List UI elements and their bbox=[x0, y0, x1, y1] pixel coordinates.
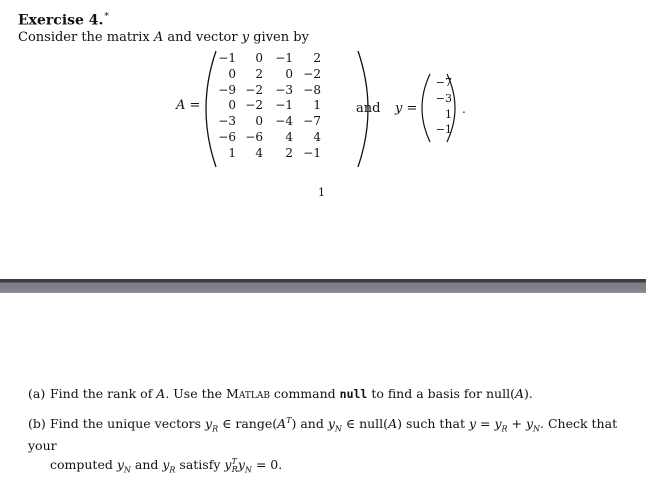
matrix-entry: −6 bbox=[245, 129, 263, 144]
vector-entry: −7 bbox=[435, 76, 452, 89]
part-a-matrix-symbol: A bbox=[156, 386, 166, 401]
part-b bbox=[28, 413, 632, 478]
matrix-entry: −8 bbox=[303, 82, 321, 97]
matrix-entry: −9 bbox=[218, 82, 236, 97]
matrix-entry: 0 bbox=[228, 66, 236, 81]
exercise-title-text: Exercise 4. bbox=[18, 12, 104, 29]
matrix-entry: −2 bbox=[245, 98, 263, 113]
connector-and: and bbox=[356, 101, 381, 116]
part-a-text-1: Find the rank of bbox=[50, 386, 157, 401]
part-a-text-2: . Use the bbox=[165, 386, 227, 401]
part-b-label: (b) bbox=[28, 416, 46, 432]
matrix-entry: −4 bbox=[275, 114, 293, 129]
matrix-A-label: A = bbox=[176, 98, 201, 113]
vector-terminator: . bbox=[462, 102, 466, 116]
matrix-entry: −1 bbox=[303, 145, 321, 160]
exercise-title bbox=[18, 12, 109, 29]
part-b-text-1: Find the unique vectors $y_R$ ∈ $range(A^T)$ and $y_N$ ∈ null(A) such that $y = y_R + y_N$. Check that your bbox=[28, 416, 618, 453]
matrix-row bbox=[214, 67, 321, 83]
part-a bbox=[28, 386, 632, 402]
matrix-entry: 4 bbox=[313, 129, 321, 144]
matrix-row bbox=[214, 83, 321, 99]
matrix-entry: −2 bbox=[303, 66, 321, 81]
matrix-entry: 2 bbox=[285, 145, 293, 160]
page-number: 1 bbox=[318, 186, 325, 199]
intro-matrix-symbol: A bbox=[153, 30, 164, 45]
matrix-entry: 0 bbox=[255, 51, 263, 65]
part-a-matrix-symbol-2: A bbox=[514, 386, 524, 401]
vector-entry: 1 bbox=[445, 107, 452, 121]
matrix-row bbox=[214, 146, 321, 162]
part-a-label: (a) bbox=[28, 386, 46, 401]
intro-prefix: Consider the matrix bbox=[18, 30, 154, 45]
matrix-entry: −2 bbox=[245, 82, 263, 97]
matrix-entry: −7 bbox=[303, 114, 321, 129]
part-a-command: null bbox=[339, 387, 368, 401]
matrix-entry: 0 bbox=[228, 98, 236, 113]
exercise-intro bbox=[18, 30, 309, 45]
matrix-entry: 0 bbox=[285, 66, 293, 81]
part-a-text-5: ). bbox=[524, 386, 533, 401]
matrix-row bbox=[214, 114, 321, 130]
matrix-entry: −3 bbox=[275, 82, 293, 97]
matrix-entry: 0 bbox=[255, 114, 263, 129]
part-b-line-1 bbox=[28, 413, 632, 454]
intro-vector-symbol: y bbox=[241, 30, 250, 45]
exercise-title-marker: * bbox=[104, 12, 109, 22]
vector-entry: −3 bbox=[435, 91, 452, 105]
vector-right-paren-icon bbox=[445, 73, 457, 143]
part-a-text-3: command bbox=[269, 386, 340, 401]
matrix-entry: −1 bbox=[275, 51, 293, 65]
part-a-text-4: to find a basis for null( bbox=[367, 386, 515, 401]
matrix-entry: 2 bbox=[313, 51, 321, 65]
matrix-row bbox=[214, 51, 321, 67]
matrix-row bbox=[214, 130, 321, 146]
matrix-entry: −3 bbox=[218, 114, 236, 129]
matrix-A bbox=[214, 51, 321, 162]
matrix-entry: −6 bbox=[218, 129, 236, 144]
matrix-entry: 4 bbox=[255, 145, 263, 160]
matrix-entry: −1 bbox=[218, 51, 236, 65]
part-a-matlab: Matlab bbox=[226, 386, 270, 401]
matrix-entry: 4 bbox=[285, 129, 293, 144]
matrix-equation bbox=[166, 49, 486, 169]
vector-y-label: y = bbox=[395, 101, 418, 116]
matrix-entry: −1 bbox=[275, 98, 293, 113]
page-separator-bar bbox=[0, 279, 646, 293]
matrix-row bbox=[214, 98, 321, 114]
intro-suffix: given by bbox=[249, 30, 309, 45]
matrix-entry: 1 bbox=[313, 98, 321, 113]
vector-entry: −1 bbox=[435, 123, 452, 137]
matrix-entry: 1 bbox=[228, 145, 236, 160]
matrix-entry: 2 bbox=[255, 66, 263, 81]
part-b-line-2: computed $y_N$ and $y_R$ satisfy $y^T_Ry_N = 0$. bbox=[50, 456, 283, 475]
intro-mid: and vector bbox=[163, 30, 242, 45]
